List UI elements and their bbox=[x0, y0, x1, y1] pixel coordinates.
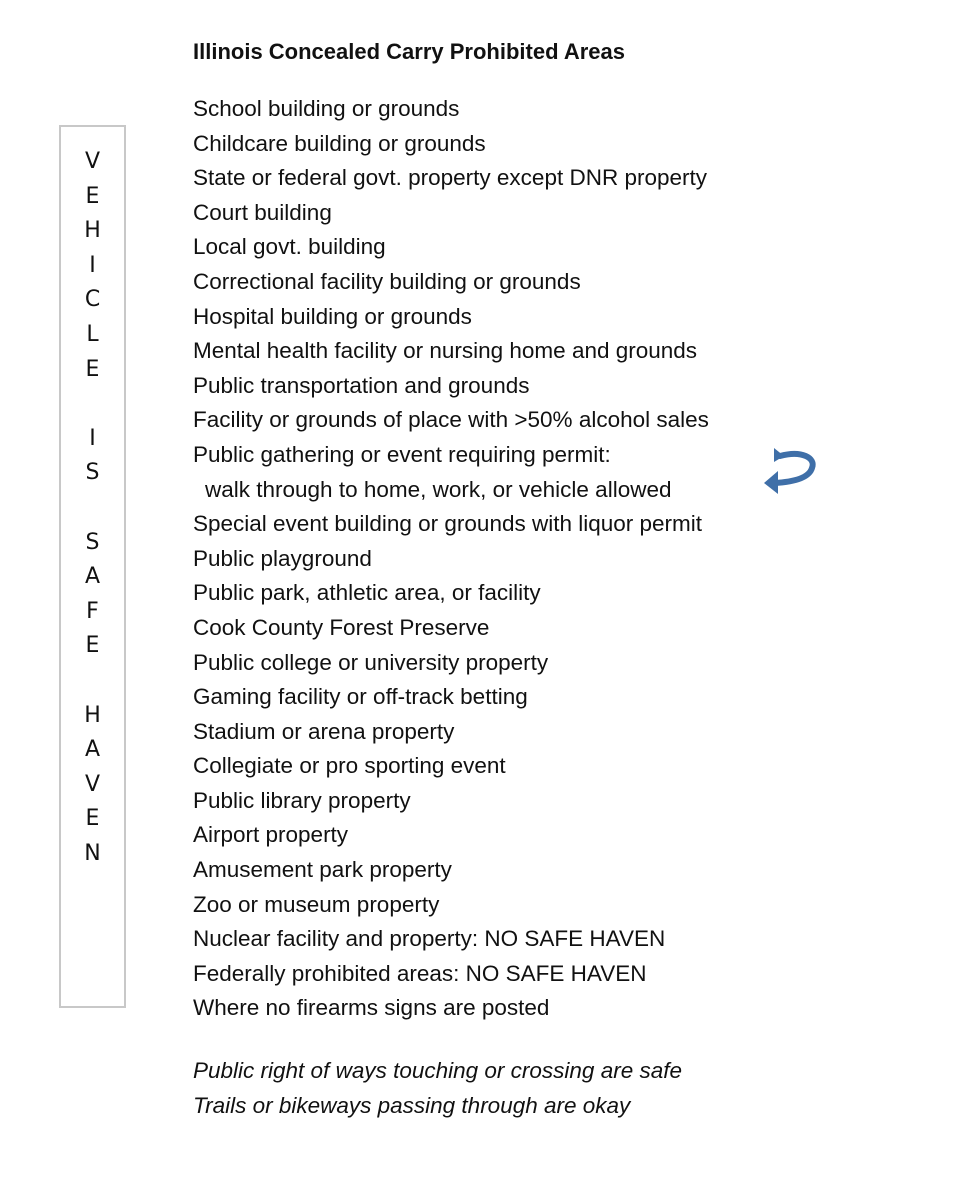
page-title: Illinois Concealed Carry Prohibited Areas bbox=[193, 39, 625, 64]
list-item: Correctional facility building or grounds bbox=[193, 268, 581, 294]
list-item-indented: walk through to home, work, or vehicle allowed bbox=[205, 476, 672, 502]
list-item: School building or grounds bbox=[193, 96, 460, 121]
vertical-letter: C bbox=[84, 287, 101, 313]
vertical-letter: V bbox=[84, 771, 101, 797]
note-item: Trails or bikeways passing through are okay bbox=[193, 1092, 631, 1118]
list-item: Public college or university property bbox=[193, 649, 549, 675]
vertical-letter-gap bbox=[61, 664, 124, 699]
vertical-letter-gap bbox=[61, 387, 124, 422]
list-item: Where no firearms signs are posted bbox=[193, 995, 550, 1021]
vertical-letter: H bbox=[84, 702, 101, 728]
list-item: Court building bbox=[193, 199, 332, 225]
vertical-letter: A bbox=[84, 737, 101, 763]
vertical-letter: E bbox=[85, 806, 100, 832]
vertical-letter: F bbox=[86, 598, 99, 624]
vertical-label bbox=[61, 145, 124, 871]
list-item: State or federal govt. property except DNR property bbox=[193, 165, 707, 191]
list-item: Amusement park property bbox=[193, 857, 452, 883]
list-item: Facility or grounds of place with >50% alcohol sales bbox=[193, 407, 709, 433]
vertical-letter: S bbox=[85, 460, 100, 486]
vertical-letter: E bbox=[85, 633, 100, 659]
list-item: Collegiate or pro sporting event bbox=[193, 753, 506, 779]
vertical-letter: E bbox=[85, 356, 100, 382]
vertical-letter: E bbox=[85, 183, 100, 209]
vertical-letter: N bbox=[84, 840, 101, 866]
list-item: Local govt. building bbox=[193, 234, 386, 260]
vertical-letter: H bbox=[84, 218, 101, 244]
list-item: Childcare building or grounds bbox=[193, 130, 486, 156]
list-item: Public park, athletic area, or facility bbox=[193, 580, 541, 606]
list-item: Public playground bbox=[193, 545, 372, 571]
list-item: Public library property bbox=[193, 787, 411, 813]
vertical-letter: L bbox=[86, 321, 99, 347]
vertical-letter-gap bbox=[61, 491, 124, 526]
note-item: Public right of ways touching or crossing are safe bbox=[193, 1058, 682, 1083]
list-item: Nuclear facility and property: NO SAFE HAVEN bbox=[193, 926, 666, 952]
list-item: Federally prohibited areas: NO SAFE HAVEN bbox=[193, 960, 647, 986]
vertical-letter: I bbox=[89, 252, 96, 278]
list-item: Airport property bbox=[193, 822, 349, 848]
vertical-letter: S bbox=[85, 529, 100, 555]
vehicle-safe-haven-box bbox=[59, 125, 126, 1008]
vertical-letter: V bbox=[84, 149, 101, 174]
list-item: Mental health facility or nursing home and grounds bbox=[193, 338, 698, 364]
vertical-letter: I bbox=[89, 425, 96, 451]
list-item: Public transportation and grounds bbox=[193, 372, 530, 398]
list-item: Cook County Forest Preserve bbox=[193, 614, 490, 640]
list-item: Stadium or arena property bbox=[193, 718, 455, 744]
list-item: Special event building or grounds with liquor permit bbox=[193, 511, 703, 537]
list-item: Public gathering or event requiring permit: bbox=[193, 441, 611, 467]
vertical-letter: A bbox=[84, 564, 101, 590]
list-item: Gaming facility or off-track betting bbox=[193, 684, 528, 710]
list-item: Hospital building or grounds bbox=[193, 303, 472, 329]
list-item: Zoo or museum property bbox=[193, 891, 440, 917]
notes-list bbox=[193, 1054, 682, 1123]
prohibited-areas-list bbox=[193, 92, 709, 1026]
curved-return-arrow-icon bbox=[760, 438, 818, 494]
